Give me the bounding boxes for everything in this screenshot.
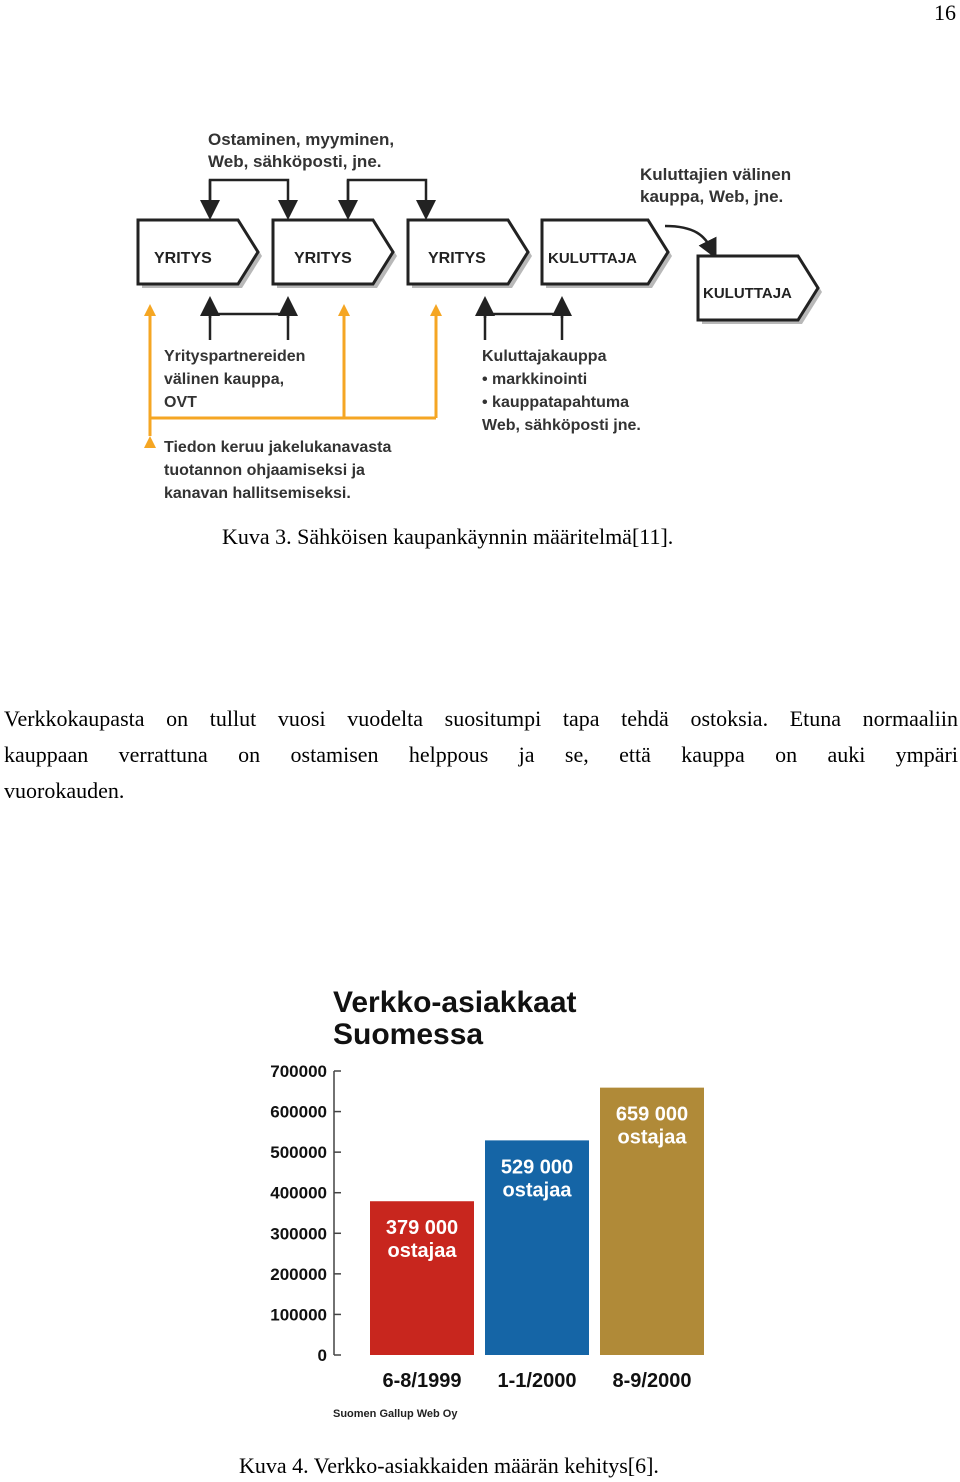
paragraph-line-1: Verkkokaupasta on tullut vuosi vuodelta suositumpi tapa tehdä ostoksia. Etuna normaaliin [4, 706, 958, 731]
y-tick-label: 200000 [270, 1264, 327, 1284]
b2c-label-line-1: Kuluttajakauppa [482, 348, 607, 365]
box-yritys-1-label: YRITYS [154, 250, 212, 267]
info-label-line-1: Tiedon keruu jakelukanavasta [164, 439, 392, 456]
page-number: 16 [934, 0, 956, 25]
b2c-label-line-3: • kauppatapahtuma [482, 394, 629, 411]
bar-unit-label: ostajaa [617, 1126, 687, 1149]
x-category-label: 6-8/1999 [382, 1370, 462, 1392]
chart-title-line-1: Verkko-asiakkaat [333, 986, 577, 1019]
ecommerce-definition-diagram [130, 118, 830, 508]
consumer-curved-arrow [665, 226, 712, 250]
top-bracket-arrows [210, 180, 426, 210]
figure-3-caption: Kuva 3. Sähköisen kaupankäynnin määritelmä[11]. [222, 524, 674, 549]
chart-title-line-2: Suomessa [333, 1018, 484, 1051]
right-label-line-1: Kuluttajien välinen [640, 165, 792, 184]
bar-value-label: 659 000 [615, 1103, 689, 1126]
bar-unit-label: ostajaa [387, 1240, 457, 1263]
b2c-label-line-4: Web, sähköposti jne. [482, 417, 641, 434]
box-kuluttaja-1-label: KULUTTAJA [548, 250, 637, 267]
x-category-label: 8-9/2000 [612, 1370, 692, 1392]
paragraph-line-3: vuorokauden. [4, 778, 125, 803]
web-customers-bar-chart [245, 975, 725, 1425]
info-label-line-3: kanavan hallitsemiseksi. [164, 485, 351, 502]
x-category-label: 1-1/2000 [497, 1370, 577, 1392]
box-kuluttaja-1 [542, 220, 672, 288]
top-label-line-1: Ostaminen, myyminen, [208, 130, 395, 149]
box-yritys-3 [408, 220, 532, 288]
right-label-line-2: kauppa, Web, jne. [640, 187, 784, 206]
box-yritys-3-label: YRITYS [428, 250, 486, 267]
box-yritys-2-label: YRITYS [294, 250, 352, 267]
box-yritys-1 [138, 220, 262, 288]
body-paragraph [4, 701, 958, 809]
b2b-bracket-arrow [210, 306, 288, 340]
top-label-line-2: Web, sähköposti, jne. [208, 152, 382, 171]
figure-4-caption: Kuva 4. Verkko-asiakkaiden määrän kehitys[6]. [239, 1453, 659, 1478]
bar-value-label: 379 000 [385, 1217, 459, 1240]
b2b-label-line-3: OVT [164, 394, 197, 411]
box-kuluttaja-2-label: KULUTTAJA [703, 285, 792, 302]
b2b-label-line-1: Yrityspartnereiden [164, 348, 306, 365]
info-label-line-2: tuotannon ohjaamiseksi ja [164, 462, 365, 479]
y-tick-label: 300000 [270, 1224, 327, 1244]
y-tick-label: 500000 [270, 1143, 327, 1163]
b2c-label-line-2: • markkinointi [482, 371, 588, 388]
box-kuluttaja-2 [698, 256, 822, 324]
b2c-bracket-arrow [485, 306, 562, 340]
box-yritys-2 [273, 220, 397, 288]
y-tick-label: 400000 [270, 1183, 327, 1203]
bar-value-label: 529 000 [500, 1156, 574, 1179]
y-tick-label: 0 [317, 1346, 327, 1365]
y-tick-label: 700000 [270, 1062, 327, 1081]
b2b-label-line-2: välinen kauppa, [164, 371, 285, 388]
y-tick-label: 100000 [270, 1305, 327, 1325]
bar-unit-label: ostajaa [502, 1179, 572, 1202]
chart-source: Suomen Gallup Web Oy [333, 1408, 458, 1420]
y-tick-label: 600000 [270, 1102, 327, 1122]
paragraph-line-2: kauppaan verrattuna on ostamisen helppous ja se, että kauppa on auki ympäri [4, 742, 958, 767]
